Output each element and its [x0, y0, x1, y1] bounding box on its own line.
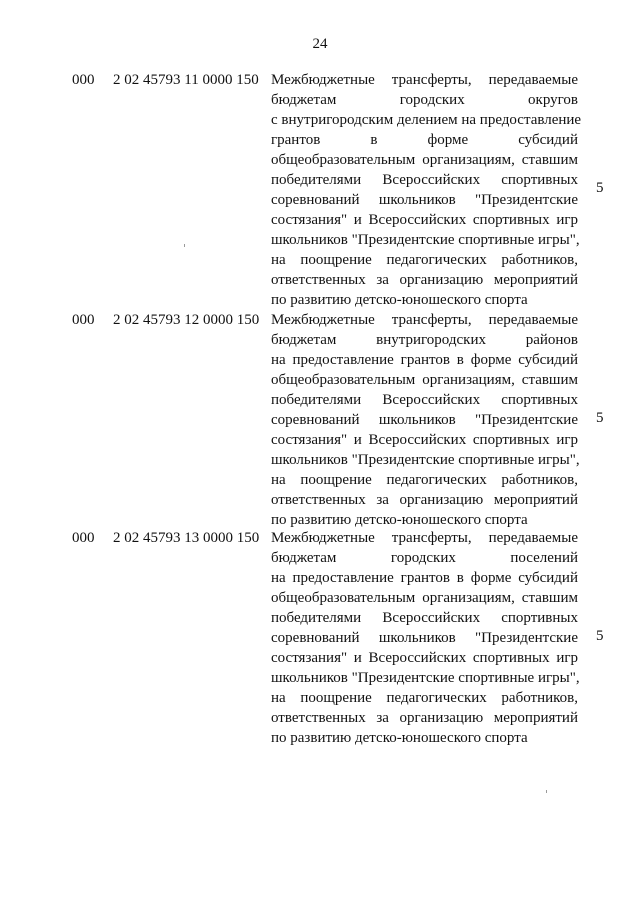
description-line: на поощрение педагогических работников,: [271, 252, 578, 268]
description-line: соревнований школьников "Президентские: [271, 412, 578, 428]
description-line: бюджетам городских округов: [271, 92, 578, 108]
description-line: ответственных за организацию мероприятий: [271, 710, 578, 726]
income-description: [271, 528, 578, 748]
description-line: школьников "Президентские спортивные игры",: [271, 452, 580, 468]
description-line: победителями Всероссийских спортивных: [271, 172, 578, 188]
description-line: общеобразовательным организациям, ставшим: [271, 152, 578, 168]
description-line: состязания" и Всероссийских спортивных игр: [271, 432, 578, 448]
description-line: по развитию детско-юношеского спорта: [271, 512, 528, 528]
norm-value: 5: [596, 410, 604, 426]
description-line: соревнований школьников "Президентские: [271, 630, 578, 646]
description-line: на поощрение педагогических работников,: [271, 472, 578, 488]
description-line: победителями Всероссийских спортивных: [271, 392, 578, 408]
income-code: 2 02 45793 13 0000 150: [113, 530, 260, 546]
description-line: ответственных за организацию мероприятий: [271, 272, 578, 288]
description-line: Межбюджетные трансферты, передаваемые: [271, 72, 578, 88]
norm-value: 5: [596, 180, 604, 196]
description-line: состязания" и Всероссийских спортивных игр: [271, 650, 578, 666]
description-line: соревнований школьников "Президентские: [271, 192, 578, 208]
description-line: ответственных за организацию мероприятий: [271, 492, 578, 508]
description-line: общеобразовательным организациям, ставшим: [271, 372, 578, 388]
admin-code: 000: [72, 312, 95, 328]
description-line: бюджетам внутригородских районов: [271, 332, 578, 348]
description-line: по развитию детско-юношеского спорта: [271, 292, 528, 308]
description-line: на предоставление грантов в форме субсидий: [271, 352, 578, 368]
page-number: 24: [312, 36, 328, 52]
scan-speck: [546, 790, 547, 793]
description-line: общеобразовательным организациям, ставшим: [271, 590, 578, 606]
income-code: 2 02 45793 11 0000 150: [113, 72, 259, 88]
admin-code: 000: [72, 530, 95, 546]
income-code: 2 02 45793 12 0000 150: [113, 312, 260, 328]
description-line: состязания" и Всероссийских спортивных игр: [271, 212, 578, 228]
description-line: школьников "Президентские спортивные игры",: [271, 232, 580, 248]
income-description: [271, 310, 578, 530]
description-line: школьников "Президентские спортивные игры",: [271, 670, 580, 686]
description-line: Межбюджетные трансферты, передаваемые: [271, 312, 578, 328]
description-line: победителями Всероссийских спортивных: [271, 610, 578, 626]
description-line: на поощрение педагогических работников,: [271, 690, 578, 706]
norm-value: 5: [596, 628, 604, 644]
description-line: грантов в форме субсидий: [271, 132, 578, 148]
description-line: Межбюджетные трансферты, передаваемые: [271, 530, 578, 546]
income-description: [271, 70, 582, 310]
description-line: бюджетам городских поселений: [271, 550, 578, 566]
description-line: на предоставление грантов в форме субсидий: [271, 570, 578, 586]
admin-code: 000: [72, 72, 95, 88]
description-line: по развитию детско-юношеского спорта: [271, 730, 528, 746]
scan-speck: [184, 244, 185, 247]
description-line: с внутригородским делением на предоставление: [271, 112, 582, 128]
